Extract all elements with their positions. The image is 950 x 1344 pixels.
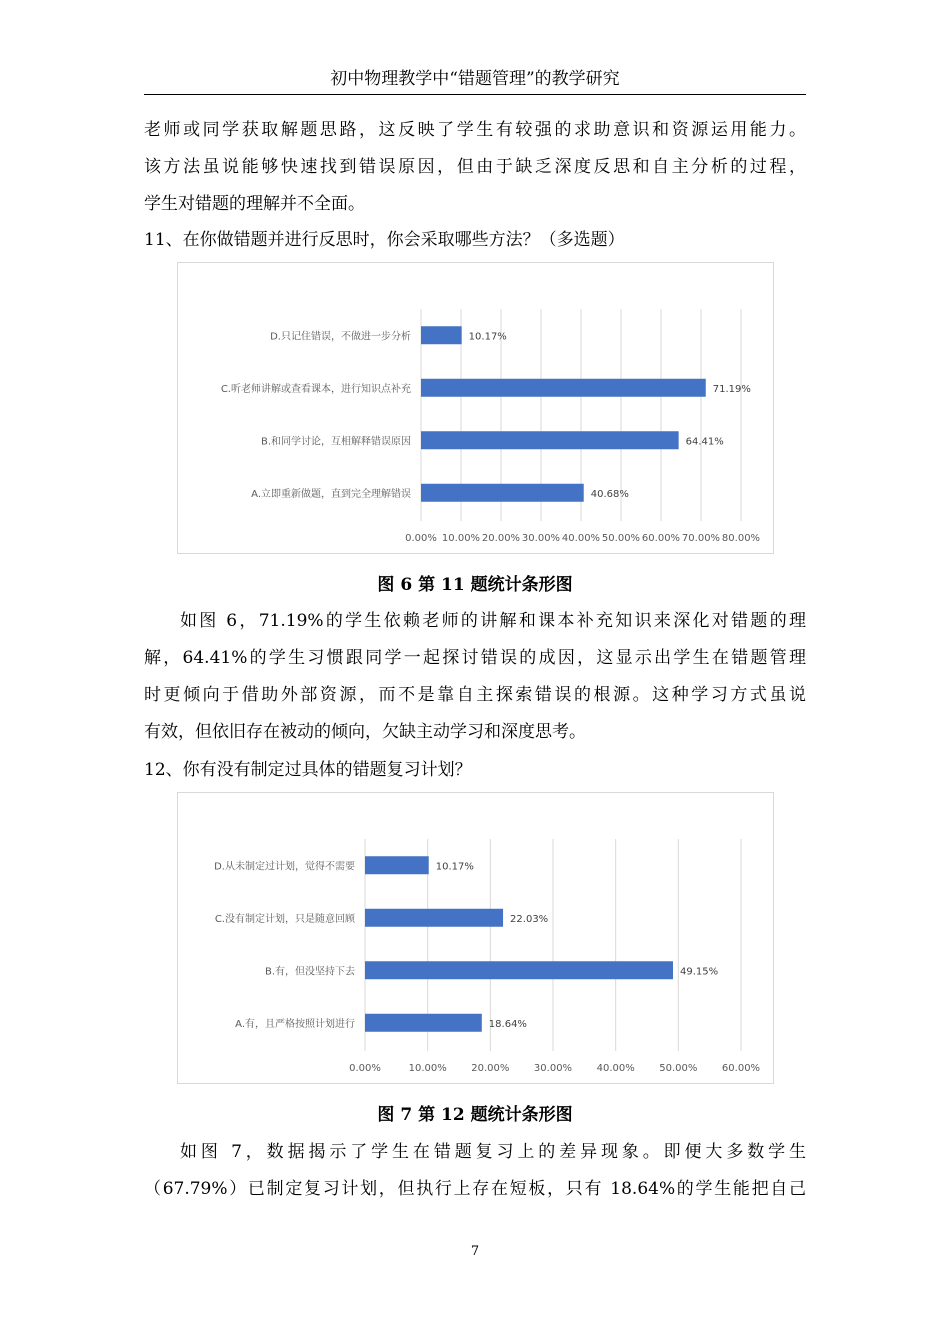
x-tick-label: 40.00%: [596, 1063, 635, 1074]
paragraph-2: [144, 603, 806, 751]
bar: [365, 856, 429, 874]
category-label: B.和同学讨论，互相解释错误原因: [260, 436, 411, 448]
x-tick-label: 60.00%: [641, 533, 681, 544]
category-label: D.从未制定过计划，觉得不需要: [214, 861, 355, 873]
category-label: A.立即重新做题，直到完全理解错误: [251, 488, 411, 500]
paragraph-line: 学生对错题的理解并不全面。: [144, 194, 365, 214]
x-tick-label: 0.00%: [405, 533, 437, 544]
x-tick-label: 10.00%: [408, 1063, 447, 1074]
paragraph-line: （67.79%）已制定复习计划，但执行上存在短板，只有 18.64%的学生能把自己: [144, 1179, 806, 1199]
data-label: 10.17%: [435, 861, 474, 873]
bar: [365, 1014, 482, 1032]
data-label: 22.03%: [510, 913, 549, 925]
category-label: A.有，且严格按照计划进行: [235, 1018, 355, 1030]
category-label: B.有，但没坚持下去: [264, 966, 355, 978]
bar: [365, 909, 503, 927]
question-11: [144, 222, 806, 259]
paragraph-line: 老师或同学获取解题思路，这反映了学生有较强的求助意识和资源运用能力。: [144, 120, 806, 140]
figure-6-chart: [177, 262, 774, 554]
paragraph-line: 如图 7，数据揭示了学生在错题复习上的差异现象。即便大多数学生: [180, 1142, 806, 1162]
x-tick-label: 50.00%: [601, 533, 641, 544]
paragraph-line: 时更倾向于借助外部资源，而不是靠自主探索错误的根源。这种学习方式虽说: [144, 685, 806, 705]
figure-6-caption: 图 6 第 11 题统计条形图: [377, 575, 573, 595]
running-header: 初中物理教学中“错题管理”的教学研究: [144, 64, 806, 95]
page-number: 7: [470, 1244, 480, 1259]
category-label: D.只记住错误，不做进一步分析: [270, 331, 411, 343]
x-tick-label: 30.00%: [533, 1063, 573, 1074]
category-label: C.没有制定计划，只是随意回顾: [214, 913, 355, 925]
x-tick-label: 80.00%: [721, 533, 761, 544]
data-label: 64.41%: [685, 436, 724, 448]
paragraph-3: [144, 1134, 806, 1208]
x-tick-label: 60.00%: [721, 1063, 761, 1074]
x-tick-label: 20.00%: [481, 533, 521, 544]
bar: [365, 961, 673, 979]
paragraph-line: 该方法虽说能够快速找到错误原因，但由于缺乏深度反思和自主分析的过程，: [144, 157, 806, 177]
question-text: 11、在你做错题并进行反思时，你会采取哪些方法？（多选题）: [144, 230, 625, 250]
data-label: 40.68%: [590, 488, 629, 500]
data-label: 18.64%: [488, 1018, 527, 1030]
figure-7-svg: [178, 793, 773, 1083]
figure-6-svg: [178, 263, 773, 553]
x-tick-label: 20.00%: [471, 1063, 510, 1074]
x-tick-label: 50.00%: [659, 1063, 698, 1074]
x-tick-label: 70.00%: [681, 533, 721, 544]
x-tick-label: 40.00%: [561, 533, 601, 544]
x-tick-label: 10.00%: [441, 533, 481, 544]
category-label: C.听老师讲解或查看课本，进行知识点补充: [220, 383, 411, 395]
bar: [421, 484, 584, 502]
x-tick-label: 0.00%: [349, 1063, 381, 1074]
paragraph-line: 有效，但依旧存在被动的倾向，欠缺主动学习和深度思考。: [144, 722, 586, 742]
bar: [421, 379, 706, 397]
bar: [421, 431, 679, 449]
paragraph-line: 解，64.41%的学生习惯跟同学一起探讨错误的成因，这显示出学生在错题管理: [144, 648, 806, 668]
question-text: 12、你有没有制定过具体的错题复习计划？: [144, 760, 472, 780]
paragraph-1: [144, 112, 806, 223]
x-tick-label: 30.00%: [521, 533, 561, 544]
data-label: 71.19%: [712, 383, 751, 395]
data-label: 10.17%: [468, 331, 507, 343]
bar: [421, 326, 462, 344]
figure-7-chart: [177, 792, 774, 1084]
question-12: [144, 752, 806, 789]
figure-7-caption: 图 7 第 12 题统计条形图: [377, 1105, 573, 1125]
paragraph-line: 如图 6，71.19%的学生依赖老师的讲解和课本补充知识来深化对错题的理: [180, 611, 806, 631]
data-label: 49.15%: [680, 966, 719, 978]
